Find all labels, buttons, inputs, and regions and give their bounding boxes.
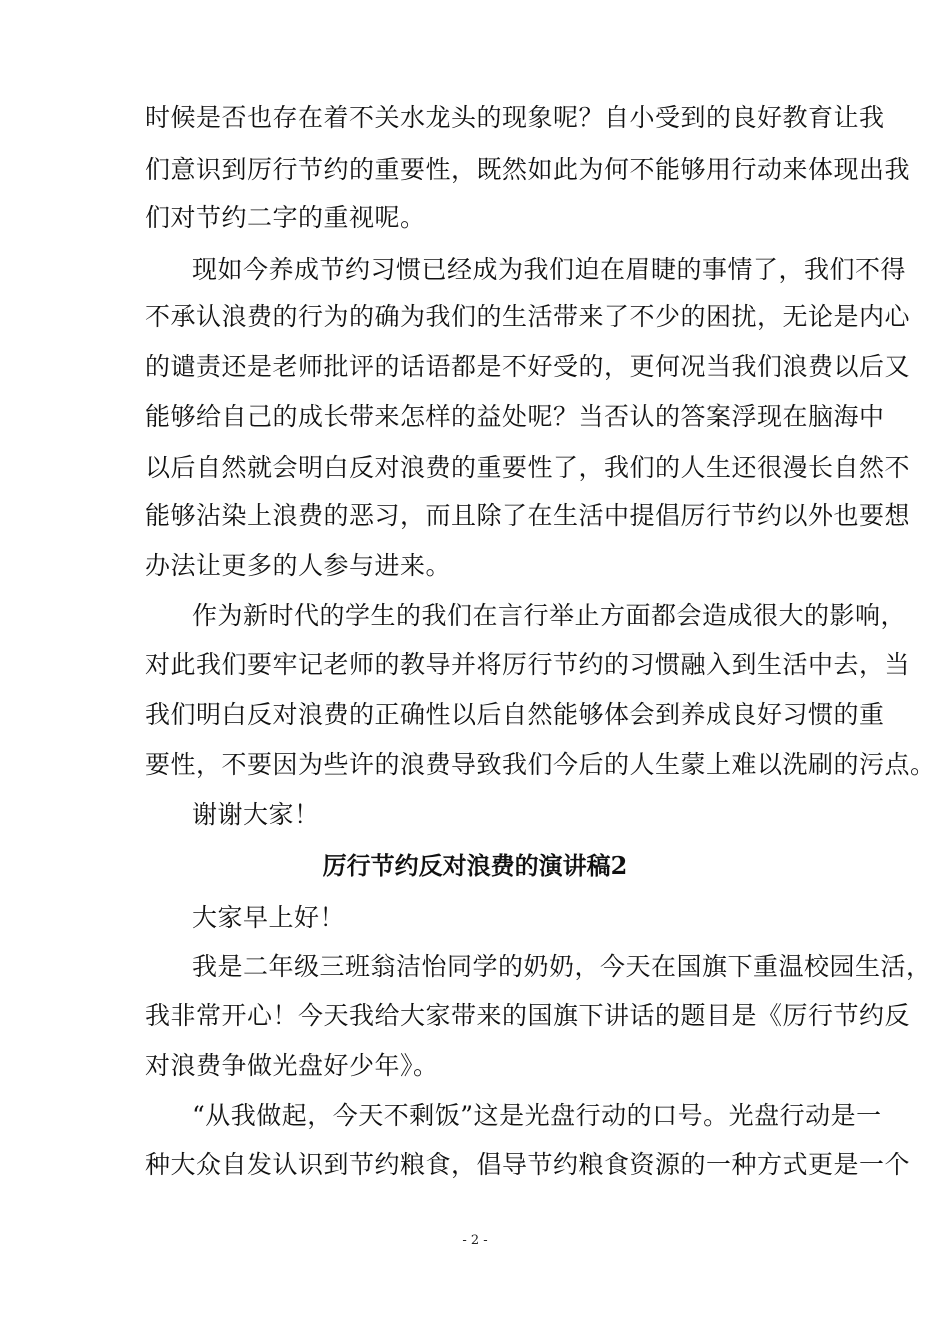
text-line: 们意识到厉行节约的重要性，既然如此为何不能够用行动来体现出我 <box>145 155 911 184</box>
text-line: 的谴责还是老师批评的话语都是不好受的，更何况当我们浪费以后又 <box>145 352 911 381</box>
text-line: 以后自然就会明白反对浪费的重要性了，我们的人生还很漫长自然不 <box>145 453 911 482</box>
greeting-line: 大家早上好！ <box>192 903 346 932</box>
text-line: 要性，不要因为些许的浪费导致我们今后的人生蒙上难以洗刷的污点。 <box>145 750 936 779</box>
text-line: 办法让更多的人参与进来。 <box>145 551 452 580</box>
section-heading: 厉行节约反对浪费的演讲稿2 <box>322 851 628 880</box>
page-number: - 2 - <box>462 1233 488 1248</box>
text-line: 能够给自己的成长带来怎样的益处呢？当否认的答案浮现在脑海中 <box>145 402 885 431</box>
text-line: 种大众自发认识到节约粮食，倡导节约粮食资源的一种方式更是一个 <box>145 1150 911 1179</box>
text-line: 我们明白反对浪费的正确性以后自然能够体会到养成良好习惯的重 <box>145 700 885 729</box>
text-line: 时候是否也存在着不关水龙头的现象呢？自小受到的良好教育让我 <box>145 103 885 132</box>
paragraph-first-line: 现如今养成节约习惯已经成为我们迫在眉睫的事情了，我们不得 <box>192 255 907 284</box>
text-line: 对浪费争做光盘好少年》。 <box>145 1051 439 1080</box>
paragraph-first-line: 作为新时代的学生的我们在言行举止方面都会造成很大的影响， <box>192 601 907 630</box>
text-line: 能够沾染上浪费的恶习，而且除了在生活中提倡厉行节约以外也要想 <box>145 501 911 530</box>
text-line: 们对节约二字的重视呢。 <box>145 203 426 232</box>
text-line: 我非常开心！今天我给大家带来的国旗下讲话的题目是《厉行节约反 <box>145 1001 911 1030</box>
closing-line: 谢谢大家！ <box>192 800 320 829</box>
paragraph-first-line: 我是二年级三班翁洁怡同学的奶奶，今天在国旗下重温校园生活， <box>192 952 932 981</box>
paragraph-first-line: “从我做起，今天不剩饭”这是光盘行动的口号。光盘行动是一 <box>192 1101 882 1130</box>
text-line: 对此我们要牢记老师的教导并将厉行节约的习惯融入到生活中去，当 <box>145 650 911 679</box>
text-line: 不承认浪费的行为的确为我们的生活带来了不少的困扰，无论是内心 <box>145 302 911 331</box>
